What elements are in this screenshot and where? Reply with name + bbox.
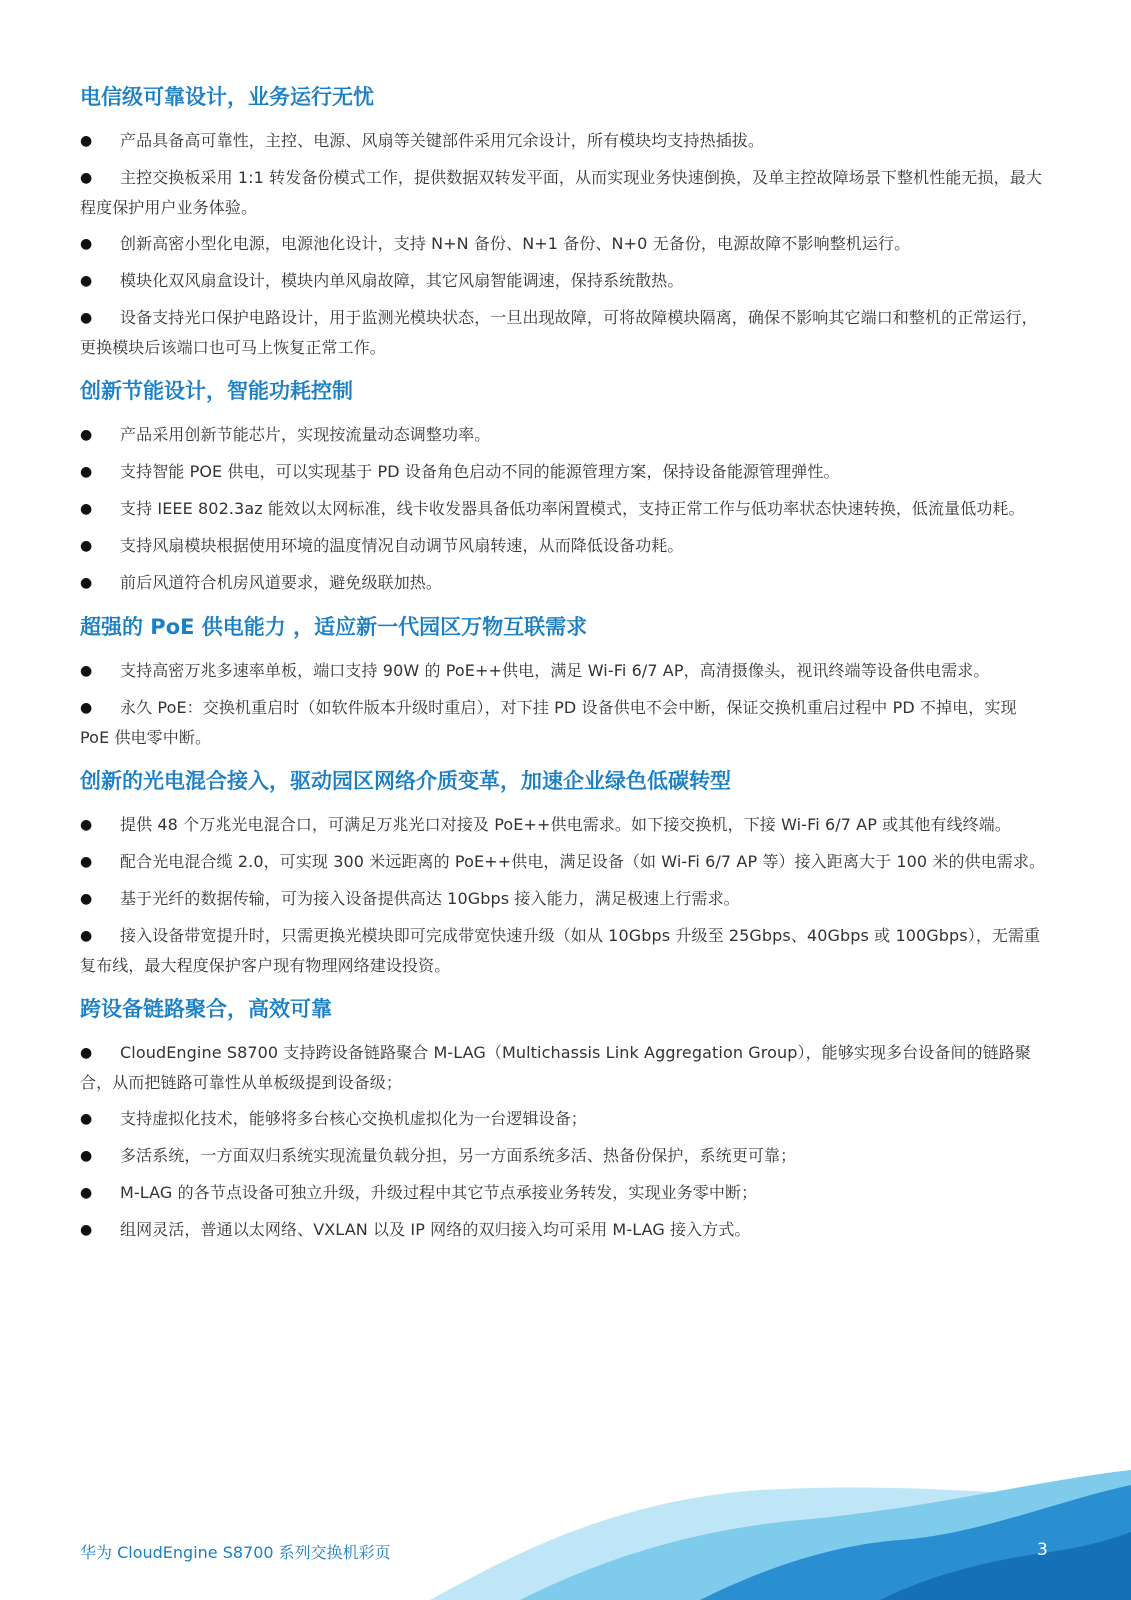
list-item: ● CloudEngine S8700 支持跨设备链路聚合 M-LAG（Multichassis Link Aggregation Group），能够实现多台设备间的链路聚合，从而把链路可靠性从单板级提到设备级； [80, 1038, 1046, 1097]
bullet-icon: ● [80, 1185, 93, 1201]
list-item: ● 配合光电混合缆 2.0，可实现 300 米远距离的 PoE++供电，满足设备（如 Wi-Fi 6/7 AP 等）接入距离大于 100 米的供电需求。 [80, 847, 1046, 877]
bullet-icon: ● [80, 1222, 93, 1238]
list-item: ● 接入设备带宽提升时，只需更换光模块即可完成带宽快速升级（如从 10Gbps 升级至 25Gbps、40Gbps 或 100Gbps），无需重复布线，最大程度保护客户现有物理网络建设投资。 [80, 921, 1046, 980]
list-item: ● 组网灵活，普通以太网络、VXLAN 以及 IP 网络的双归接入均可采用 M-LAG 接入方式。 [80, 1215, 1046, 1245]
section-title: 创新的光电混合接入，驱动园区网络介质变革，加速企业绿色低碳转型 [80, 769, 731, 793]
bullet-icon: ● [80, 133, 93, 149]
bullet-icon: ● [80, 170, 93, 186]
list-item: ● 支持风扇模块根据使用环境的温度情况自动调节风扇转速，从而降低设备功耗。 [80, 531, 1046, 561]
bullet-icon: ● [80, 273, 93, 289]
list-item: ● 创新高密小型化电源，电源池化设计，支持 N+N 备份、N+1 备份、N+0 无备份，电源故障不影响整机运行。 [80, 229, 1046, 259]
bullet-icon: ● [80, 891, 93, 907]
bullet-icon: ● [80, 538, 93, 554]
list-item: ● 前后风道符合机房风道要求，避免级联加热。 [80, 568, 1046, 598]
bullet-icon: ● [80, 501, 93, 517]
list-item: ● 支持虚拟化技术，能够将多台核心交换机虚拟化为一台逻辑设备； [80, 1104, 1046, 1134]
bullet-icon: ● [80, 817, 93, 833]
bullet-icon: ● [80, 928, 93, 944]
section-hybrid-access [80, 766, 1046, 980]
list-item: ● 支持 IEEE 802.3az 能效以太网标准，线卡收发器具备低功率闲置模式，支持正常工作与低功率状态快速转换，低流量低功耗。 [80, 494, 1046, 524]
section-reliability [80, 82, 1046, 362]
section-poe [80, 612, 1046, 752]
list-item: ● 产品具备高可靠性，主控、电源、风扇等关键部件采用冗余设计，所有模块均支持热插拔。 [80, 126, 1046, 156]
section-title: 超强的 PoE 供电能力 ，适应新一代园区万物互联需求 [80, 615, 588, 639]
bullet-icon: ● [80, 310, 93, 326]
section-energy-saving [80, 376, 1046, 598]
bullet-icon: ● [80, 700, 93, 716]
list-item: ● 提供 48 个万兆光电混合口，可满足万兆光口对接及 PoE++供电需求。如下接交换机，下接 Wi-Fi 6/7 AP 或其他有线终端。 [80, 810, 1046, 840]
bullet-icon: ● [80, 575, 93, 591]
list-item: ● 模块化双风扇盒设计，模块内单风扇故障，其它风扇智能调速，保持系统散热。 [80, 266, 1046, 296]
list-item: ● 主控交换板采用 1:1 转发备份模式工作，提供数据双转发平面，从而实现业务快速倒换，及单主控故障场景下整机性能无损，最大程度保护用户业务体验。 [80, 163, 1046, 222]
document-body [80, 82, 1046, 1259]
list-item: ● 多活系统，一方面双归系统实现流量负载分担，另一方面系统多活、热备份保护，系统更可靠； [80, 1141, 1046, 1171]
list-item: ● M-LAG 的各节点设备可独立升级，升级过程中其它节点承接业务转发，实现业务零中断； [80, 1178, 1046, 1208]
bullet-icon: ● [80, 1111, 93, 1127]
footer-title: 华为 CloudEngine S8700 系列交换机彩页 [80, 1543, 391, 1562]
list-item: ● 基于光纤的数据传输，可为接入设备提供高达 10Gbps 接入能力，满足极速上行需求。 [80, 884, 1046, 914]
footer-wave-decoration [0, 1440, 1131, 1600]
list-item: ● 支持智能 POE 供电，可以实现基于 PD 设备角色启动不同的能源管理方案，保持设备能源管理弹性。 [80, 457, 1046, 487]
section-title: 创新节能设计，智能功耗控制 [80, 379, 353, 403]
bullet-icon: ● [80, 1148, 93, 1164]
bullet-icon: ● [80, 1045, 93, 1061]
list-item: ● 永久 PoE：交换机重启时（如软件版本升级时重启），对下挂 PD 设备供电不会中断，保证交换机重启过程中 PD 不掉电，实现 PoE 供电零中断。 [80, 693, 1046, 752]
bullet-icon: ● [80, 663, 93, 679]
list-item: ● 设备支持光口保护电路设计，用于监测光模块状态，一旦出现故障，可将故障模块隔离，确保不影响其它端口和整机的正常运行，更换模块后该端口也可马上恢复正常工作。 [80, 303, 1046, 362]
bullet-icon: ● [80, 427, 93, 443]
list-item: ● 产品采用创新节能芯片，实现按流量动态调整功率。 [80, 420, 1046, 450]
page-number: 3 [1037, 1540, 1048, 1560]
list-item: ● 支持高密万兆多速率单板，端口支持 90W 的 PoE++供电，满足 Wi-Fi 6/7 AP，高清摄像头，视讯终端等设备供电需求。 [80, 656, 1046, 686]
bullet-icon: ● [80, 236, 93, 252]
section-title: 电信级可靠设计，业务运行无忧 [80, 85, 374, 109]
section-mlag [80, 994, 1046, 1245]
bullet-icon: ● [80, 464, 93, 480]
bullet-icon: ● [80, 854, 93, 870]
section-title: 跨设备链路聚合，高效可靠 [80, 997, 332, 1021]
